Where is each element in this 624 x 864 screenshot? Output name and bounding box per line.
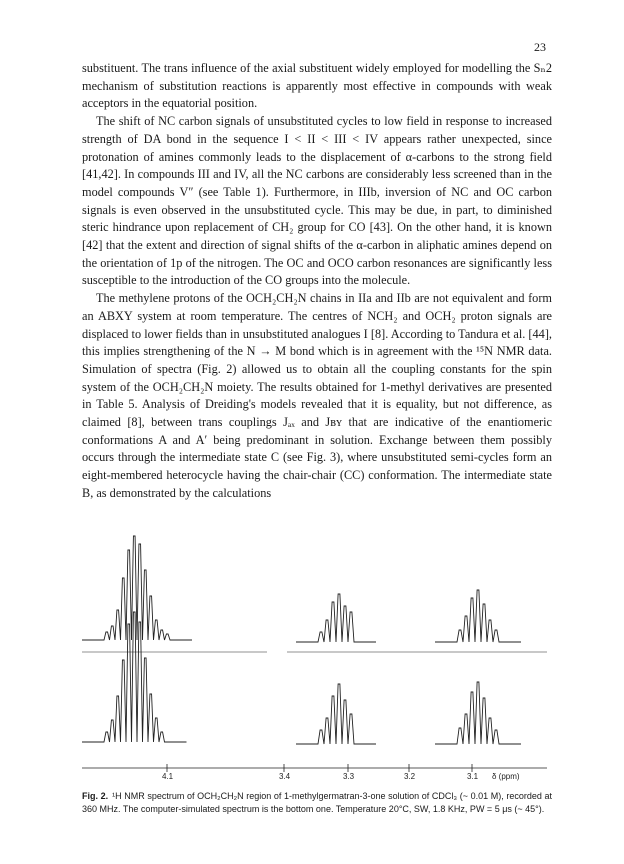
tick-label: 3.2 <box>404 772 416 781</box>
spectrum-trace <box>435 682 521 744</box>
paragraph: The methylene protons of the OCH₂CH₂N chains in IIa and IIb are not equivalent and form an ABXY system at room temperature. The centres of NCH₂ and OCH₂ proton signals are displaced to lower fields than in unsubstituted analogues I [8]. According to Tandura et al. [44], this implies strengthening of the N → M bond which is in agreement with the ¹⁵N NMR data. Simulation of spectra (Fig. 2) allowed us to obtain all the coupling constants for the spin system of the OCH₂CH₂N moiety. The results obtained for 1-methyl derivatives are presented in Table 5. Analysis of Dreiding's models revealed that it is equality, but not difference, as claimed [8], between trans couplings Jₐₓ and Jʙʏ that are indicative of the enantiomeric conformations A and A′ being predominant in solution. Exchange between them possibly occurs through the intermediate state C (see Fig. 3), where unsubstituted semi-cycles form an eight-membered heterocycle having the chair-chair (CC) conformation. The intermediate state B, as demonstrated by the calculations <box>82 291 552 500</box>
spectrum-trace <box>296 594 376 642</box>
tick-label: 3.3 <box>343 772 355 781</box>
body-text <box>82 60 552 503</box>
figure-caption <box>82 790 552 815</box>
tick-label: 3.4 <box>279 772 291 781</box>
tick-label: 4.1 <box>162 772 174 781</box>
tick-label: 3.1 <box>467 772 479 781</box>
spectrum-trace <box>435 590 521 642</box>
paragraph: substituent. The trans influence of the axial substituent widely employed for modelling the Sₙ2 mechanism of substitution reactions is apparently most effective in compounds with weak acceptors in the equatorial position. <box>82 61 552 111</box>
axis-unit-label: δ (ppm) <box>492 772 520 781</box>
caption-text: ¹H NMR spectrum of OCH₂CH₂N region of 1-methylgermatran-3-one solution of CDCl₃ (~ 0.01 M), recorded at 360 MHz. The computer-simulated spectrum is the bottom one. Temperature 20°C, SW, 1.8 KHz, PW = 5 μs (~ 45°). <box>82 791 552 814</box>
nmr-figure <box>82 520 552 790</box>
spectrum-trace <box>82 536 192 640</box>
spectrum-trace <box>296 684 376 744</box>
caption-label: Fig. 2. <box>82 791 109 801</box>
nmr-spectra <box>82 520 552 790</box>
paragraph: The shift of NC carbon signals of unsubstituted cycles to low field in response to increased strength of DA bond in the sequence I < II < III < IV appears rather unexpected, since protonation of amines commonly leads to the displacement of α-carbons to the strong field [41,42]. In compounds III and IV, all the NC carbons are considerably less screened than in the model compounds V″ (see Table 1). Furthermore, in IIIb, inversion of NC and OC carbon signals is even observed in the unsubstituted cycle. This may be due, in part, to diminished steric hindrance upon replacement of CH₂ group for CO [43]. On the other hand, it is known [42] that the extent and direction of signal shifts of the α-carbon in aliphatic amines depend on the orientation of 1p of the nitrogen. The OC and OCO carbon resonances are significantly less susceptible to the introduction of the CO groups into the molecule. <box>82 114 552 288</box>
spectrum-trace <box>82 612 187 742</box>
page-number: 23 <box>534 40 546 54</box>
